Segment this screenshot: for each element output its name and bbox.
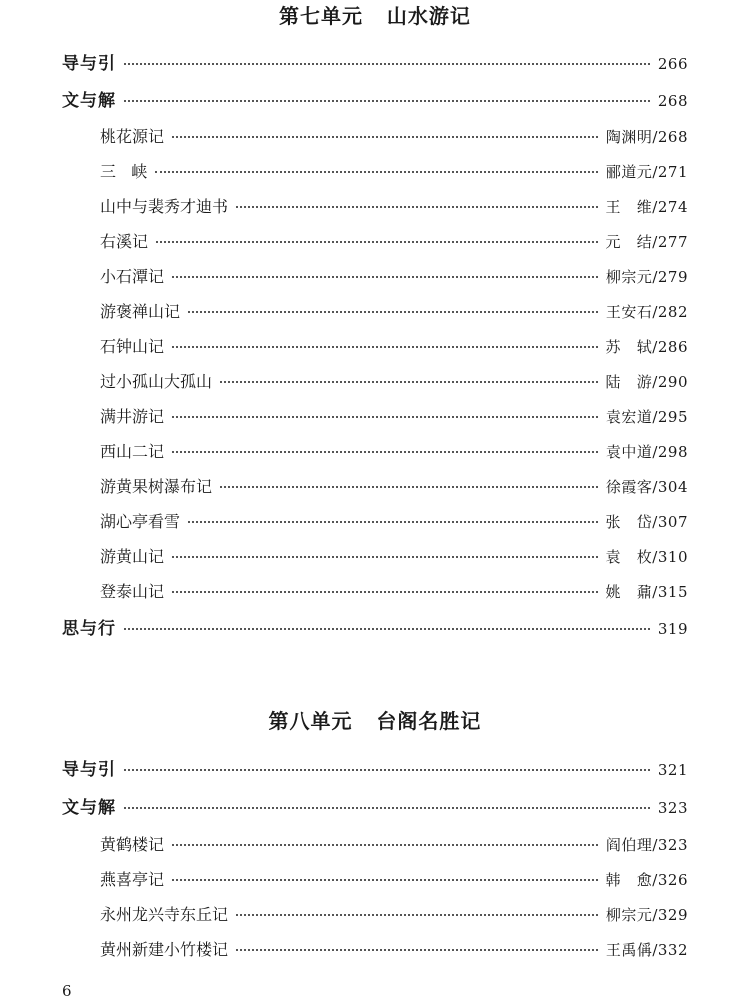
dot-leader xyxy=(172,591,597,593)
toc-page-number: 321 xyxy=(657,761,688,779)
dot-leader xyxy=(220,381,597,383)
toc-section-row[interactable] xyxy=(62,89,688,113)
toc-entry-row[interactable] xyxy=(100,335,688,359)
toc-entry-author-page: 袁中道/298 xyxy=(605,443,688,461)
toc-entry-author-page: 姚 鼐/315 xyxy=(605,583,688,601)
dot-leader xyxy=(172,844,598,846)
dot-leader xyxy=(188,521,597,523)
toc-entry-author-page: 王 维/274 xyxy=(605,198,688,216)
toc-entry-author-page: 柳宗元/329 xyxy=(605,906,688,924)
toc-entry-title: 西山二记 xyxy=(100,442,165,461)
toc-entry-title: 满井游记 xyxy=(100,407,165,426)
toc-entry-row[interactable] xyxy=(100,903,688,927)
page-number: 6 xyxy=(62,982,72,1000)
toc-section-row[interactable] xyxy=(62,617,688,641)
toc-section-row[interactable] xyxy=(62,758,688,782)
dot-leader xyxy=(188,311,598,313)
dot-leader xyxy=(236,914,598,916)
toc-entry-row[interactable] xyxy=(100,230,688,254)
toc-entry-row[interactable] xyxy=(100,370,688,394)
toc-entry-row[interactable] xyxy=(100,265,688,289)
toc-entry-row[interactable] xyxy=(100,510,688,534)
toc-entry-row[interactable] xyxy=(100,580,688,604)
dot-leader xyxy=(124,63,650,65)
toc-entry-row[interactable] xyxy=(100,125,688,149)
toc-entry-author-page: 王安石/282 xyxy=(605,303,688,321)
toc-entry-title: 黄鹤楼记 xyxy=(100,835,165,854)
toc-section-label: 文与解 xyxy=(62,91,116,111)
toc-entry-author-page: 郦道元/271 xyxy=(605,163,688,181)
toc-section-row[interactable] xyxy=(62,52,688,76)
dot-leader xyxy=(124,769,650,771)
dot-leader xyxy=(172,879,597,881)
dot-leader xyxy=(172,136,598,138)
toc-entry-row[interactable] xyxy=(100,938,688,962)
toc-entry-title: 湖心亭看雪 xyxy=(100,512,181,531)
toc-entry-author-page: 苏 轼/286 xyxy=(605,338,688,356)
toc-entry-author-page: 陆 游/290 xyxy=(605,373,688,391)
dot-leader xyxy=(124,807,650,809)
dot-leader xyxy=(156,241,597,243)
toc-entry-title: 右溪记 xyxy=(100,232,149,251)
unit-8-title: 第八单元 台阁名胜记 xyxy=(268,709,482,733)
dot-leader xyxy=(155,171,598,173)
toc-entry-author-page: 张 岱/307 xyxy=(605,513,688,531)
toc-entry-row[interactable] xyxy=(100,440,688,464)
dot-leader xyxy=(172,346,597,348)
toc-entry-title: 登泰山记 xyxy=(100,582,165,601)
toc-section-label: 思与行 xyxy=(62,619,116,639)
toc-page-number: 323 xyxy=(657,799,688,817)
toc-entry-row[interactable] xyxy=(100,405,688,429)
toc-entry-row[interactable] xyxy=(100,833,688,857)
toc-entry-title: 游黄山记 xyxy=(100,547,165,566)
dot-leader xyxy=(124,628,650,630)
toc-entry-row[interactable] xyxy=(100,545,688,569)
toc-page-number: 319 xyxy=(657,620,688,638)
toc-entry-title: 黄州新建小竹楼记 xyxy=(100,940,229,959)
dot-leader xyxy=(220,486,598,488)
toc-entry-author-page: 袁 枚/310 xyxy=(605,548,688,566)
toc-entry-title: 桃花源记 xyxy=(100,127,165,146)
toc-page-number: 268 xyxy=(657,92,688,110)
dot-leader xyxy=(172,556,597,558)
toc-entry-author-page: 元 结/277 xyxy=(605,233,688,251)
toc-section-label: 导与引 xyxy=(62,54,116,74)
toc-page-number: 266 xyxy=(657,55,688,73)
toc-entry-author-page: 柳宗元/279 xyxy=(605,268,688,286)
toc-entry-author-page: 阎伯理/323 xyxy=(605,836,688,854)
toc-section-label: 导与引 xyxy=(62,760,116,780)
toc-entry-title: 山中与裴秀才迪书 xyxy=(100,197,229,216)
toc-entry-row[interactable] xyxy=(100,300,688,324)
dot-leader xyxy=(236,949,598,951)
toc-section-row[interactable] xyxy=(62,796,688,820)
dot-leader xyxy=(236,206,597,208)
dot-leader xyxy=(172,276,598,278)
toc-entry-title: 三 峡 xyxy=(100,162,148,181)
dot-leader xyxy=(172,451,598,453)
toc-entry-author-page: 袁宏道/295 xyxy=(605,408,688,426)
toc-entry-row[interactable] xyxy=(100,868,688,892)
toc-entry-title: 石钟山记 xyxy=(100,337,165,356)
dot-leader xyxy=(124,100,650,102)
unit-7-title: 第七单元 山水游记 xyxy=(279,4,471,28)
toc-entry-title: 游褒禅山记 xyxy=(100,302,181,321)
toc-entry-row[interactable] xyxy=(100,475,688,499)
toc-section-label: 文与解 xyxy=(62,798,116,818)
toc-entry-title: 永州龙兴寺东丘记 xyxy=(100,905,229,924)
toc-entry-author-page: 王禹偁/332 xyxy=(605,941,688,959)
toc-entry-title: 过小孤山大孤山 xyxy=(100,372,213,391)
toc-entry-author-page: 陶渊明/268 xyxy=(605,128,688,146)
toc-entry-row[interactable] xyxy=(100,160,688,184)
toc-entry-title: 小石潭记 xyxy=(100,267,165,286)
toc-entry-author-page: 韩 愈/326 xyxy=(605,871,688,889)
toc-entry-title: 游黄果树瀑布记 xyxy=(100,477,213,496)
toc-entry-row[interactable] xyxy=(100,195,688,219)
toc-entry-title: 燕喜亭记 xyxy=(100,870,165,889)
toc-entry-author-page: 徐霞客/304 xyxy=(605,478,688,496)
dot-leader xyxy=(172,416,598,418)
